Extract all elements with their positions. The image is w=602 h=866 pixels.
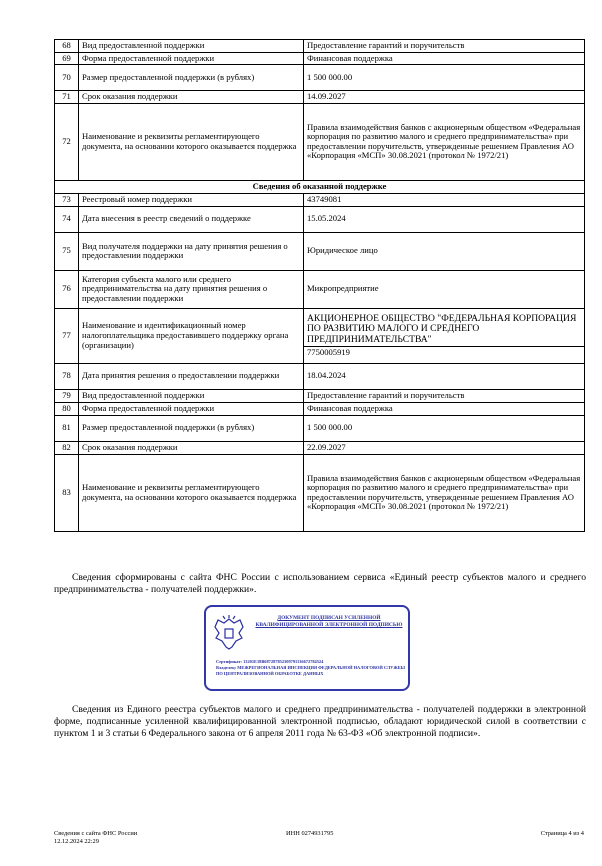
row-value: 43749081	[304, 193, 585, 206]
table-row	[55, 389, 585, 402]
table-row	[55, 232, 585, 270]
row-label: Срок оказания поддержки	[79, 441, 304, 454]
row-label: Срок оказания поддержки	[79, 91, 304, 104]
row-number: 82	[55, 441, 79, 454]
table-row	[55, 415, 585, 441]
row-value: 1 500 000.00	[304, 415, 585, 441]
row-value: 18.04.2024	[304, 363, 585, 389]
row-number: 72	[55, 103, 79, 180]
row-number: 83	[55, 454, 79, 531]
row-label: Наименование и реквизиты регламентирующего документа, на основании которого оказывается поддержка	[79, 454, 304, 531]
row-value: Предоставление гарантий и поручительств	[304, 40, 585, 53]
stamp-details	[216, 659, 406, 677]
row-value: 14.09.2027	[304, 91, 585, 104]
row-value	[304, 308, 585, 363]
organization-inn: 7750005919	[307, 347, 350, 358]
footer-datetime: 12.12.2024 22:29	[54, 838, 99, 845]
section-header: Сведения об оказанной поддержке	[55, 180, 585, 193]
certificate-owner: Владелец: МЕЖРЕГИОНАЛЬНАЯ ИНСПЕКЦИЯ ФЕДЕРАЛЬНОЙ НАЛОГОВОЙ СЛУЖБЫ ПО ЦЕНТРАЛИЗОВАННОЙ ОБРАБОТКЕ ДАННЫХ	[216, 665, 405, 676]
table-row	[55, 270, 585, 308]
table-row	[55, 193, 585, 206]
row-label: Форма предоставленной поддержки	[79, 52, 304, 65]
row-label: Размер предоставленной поддержки (в рублях)	[79, 415, 304, 441]
row-number: 73	[55, 193, 79, 206]
row-value: Предоставление гарантий и поручительств	[304, 389, 585, 402]
coat-of-arms-icon	[212, 613, 246, 653]
section-header-row	[55, 180, 585, 193]
table-row	[55, 91, 585, 104]
table-row	[55, 206, 585, 232]
row-number: 70	[55, 65, 79, 91]
certificate-number: Сертификат: 13201E18B687287852309791136672784524	[216, 659, 324, 664]
row-number: 68	[55, 40, 79, 53]
row-label: Дата внесения в реестр сведений о поддержке	[79, 206, 304, 232]
table-row	[55, 103, 585, 180]
electronic-signature-stamp	[204, 605, 410, 691]
row-value: Юридическое лицо	[304, 232, 585, 270]
legal-note: Сведения из Единого реестра субъектов малого и среднего предпринимательства - получателей поддержки в электронной форме, подписанные усиленной квалифицированной электронной подписью, обладают юридической силой в соответствии с пунктом 1 и 3 статьи 6 Федерального закона от 6 апреля 2011 года № 63-ФЗ «Об электронной подписи».	[54, 704, 586, 739]
row-number: 76	[55, 270, 79, 308]
table-row	[55, 52, 585, 65]
row-number: 79	[55, 389, 79, 402]
table-row	[55, 65, 585, 91]
footer-source	[54, 830, 137, 846]
footer-page-number: Страница 4 из 4	[540, 830, 584, 837]
row-number: 71	[55, 91, 79, 104]
row-number: 80	[55, 402, 79, 415]
organization-name: АКЦИОНЕРНОЕ ОБЩЕСТВО "ФЕДЕРАЛЬНАЯ КОРПОРАЦИЯ ПО РАЗВИТИЮ МАЛОГО И СРЕДНЕГО ПРЕДПРИНИМАТЕЛЬСТВА"	[304, 313, 584, 348]
footer-inn: ИНН 0274931795	[286, 830, 334, 837]
row-number: 81	[55, 415, 79, 441]
row-number: 77	[55, 308, 79, 363]
table-row	[55, 363, 585, 389]
registry-table	[54, 39, 585, 532]
row-value: Правила взаимодействия банков с акционерным обществом «Федеральная корпорация по развитию малого и среднего предпринимательства» при предоставлении поручительств, утвержденные решением Правления АО «Корпорация «МСП» 30.08.2021 (протокол № 1972/21)	[304, 103, 585, 180]
footer-site: Сведения с сайта ФНС России	[54, 830, 138, 837]
row-label: Наименование и идентификационный номер налогоплательщика предоставившего поддержку органа (организации)	[79, 308, 304, 363]
row-label: Вид предоставленной поддержки	[79, 389, 304, 402]
table-row	[55, 402, 585, 415]
row-label: Форма предоставленной поддержки	[79, 402, 304, 415]
row-label: Реестровый номер поддержки	[79, 193, 304, 206]
row-number: 74	[55, 206, 79, 232]
row-label: Наименование и реквизиты регламентирующего документа, на основании которого оказывается поддержка	[79, 103, 304, 180]
row-number: 75	[55, 232, 79, 270]
table-row	[55, 40, 585, 53]
row-value: 1 500 000.00	[304, 65, 585, 91]
row-label: Вид предоставленной поддержки	[79, 40, 304, 53]
table-row	[55, 308, 585, 363]
source-note: Сведения сформированы с сайта ФНС России с использованием сервиса «Единый реестр субъектов малого и среднего предпринимательства - получателей поддержки».	[54, 572, 586, 595]
row-label: Вид получателя поддержки на дату принятия решения о предоставлении поддержки	[79, 232, 304, 270]
row-label: Дата принятия решения о предоставлении поддержки	[79, 363, 304, 389]
row-label: Категория субъекта малого или среднего предпринимательства на дату принятия решения о предоставлении поддержки	[79, 270, 304, 308]
row-value: Микропредприятие	[304, 270, 585, 308]
row-value: Правила взаимодействия банков с акционерным обществом «Федеральная корпорация по развитию малого и среднего предпринимательства» при предоставлении поручительств, утвержденные решением Правления АО «Корпорация «МСП» 30.08.2021 (протокол № 1972/21)	[304, 454, 585, 531]
table-row	[55, 441, 585, 454]
row-number: 78	[55, 363, 79, 389]
row-value: Финансовая поддержка	[304, 402, 585, 415]
stamp-title: ДОКУМЕНТ ПОДПИСАН УСИЛЕННОЙ КВАЛИФИЦИРОВАННОЙ ЭЛЕКТРОННОЙ ПОДПИСЬЮ	[255, 615, 403, 629]
row-value: 15.05.2024	[304, 206, 585, 232]
row-value: 22.09.2027	[304, 441, 585, 454]
row-number: 69	[55, 52, 79, 65]
row-value: Финансовая поддержка	[304, 52, 585, 65]
table-row	[55, 454, 585, 531]
row-label: Размер предоставленной поддержки (в рублях)	[79, 65, 304, 91]
